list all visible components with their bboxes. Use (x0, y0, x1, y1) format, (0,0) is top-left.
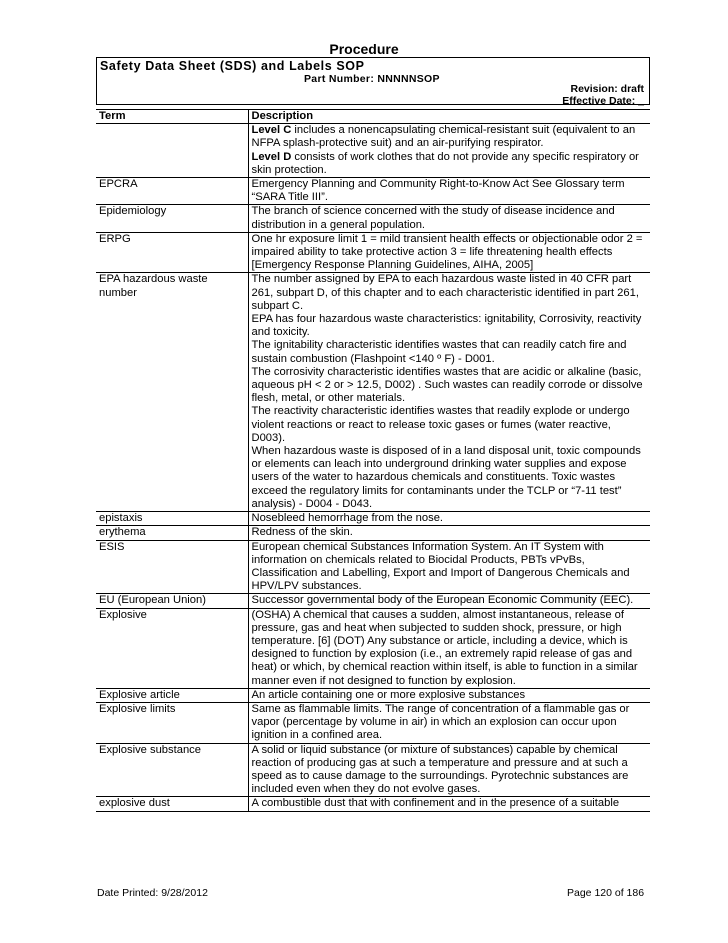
description-cell (248, 540, 650, 594)
description-paragraph (252, 609, 648, 688)
description-paragraph (252, 178, 648, 204)
table-header-row (96, 110, 650, 124)
description-cell (248, 594, 650, 608)
term-cell: erythema (96, 526, 248, 540)
description-cell (248, 688, 650, 702)
description-paragraph (252, 313, 648, 339)
column-header-term: Term (96, 110, 248, 124)
description-paragraph (252, 124, 648, 150)
description-text: (OSHA) A chemical that causes a sudden, almost instantaneous, release of pressure, gas and heat when subjected to sudden shock, pressure, or high temperature. [6] (DOT) Any substance or article, including a device, which is designed to function by explosion (i.e., an extremely rapid release of gas and heat) or which, by chemical reaction within itself, is able to function in a similar manner even if not designed to function by explosion. (251, 608, 638, 687)
term-cell: ERPG (96, 232, 248, 273)
column-header-description: Description (248, 110, 650, 124)
table-row (96, 205, 650, 232)
description-cell (248, 512, 650, 526)
description-paragraph (252, 689, 648, 702)
term-cell: EPA hazardous waste number (96, 273, 248, 512)
glossary-body (96, 124, 650, 811)
sop-title: Safety Data Sheet (SDS) and Labels SOP (100, 59, 365, 73)
glossary-table (96, 109, 650, 812)
description-paragraph (252, 512, 648, 525)
description-paragraph (252, 797, 648, 810)
description-paragraph (252, 541, 648, 594)
description-text: The corrosivity characteristic identifies wastes that are acidic or alkaline (basic, aqueous pH < 2 or > 12.5, D002) . Such wastes can readily corrode or dissolve flesh, metal, or other materials. (251, 365, 643, 405)
term-cell: EU (European Union) (96, 594, 248, 608)
table-row (96, 743, 650, 797)
description-cell (248, 526, 650, 540)
description-bold-lead: Level D (251, 150, 292, 163)
description-text: European chemical Substances Information System. An IT System with information on chemicals related to Biocidal Products, PBTs vPvBs, Classification and Labelling, Export and Import of Dangerous Chemicals and HPV/LPV substances. (251, 540, 630, 593)
description-paragraph (252, 273, 648, 313)
page-title: Procedure (329, 41, 399, 57)
description-cell (248, 205, 650, 232)
description-paragraph (252, 526, 648, 539)
description-text: The number assigned by EPA to each hazardous waste listed in 40 CFR part 261, subpart D, of this chapter and to each characteristic identified in part 261, subpart C. (251, 273, 639, 312)
description-paragraph (252, 151, 648, 177)
footer-page-number: Page 120 of 186 (567, 887, 645, 899)
term-cell: Explosive limits (96, 702, 248, 743)
term-cell: Epidemiology (96, 205, 248, 232)
term-cell: epistaxis (96, 512, 248, 526)
description-paragraph (252, 233, 648, 273)
description-text: The branch of science concerned with the study of disease incidence and distribution in a general population. (251, 205, 615, 231)
revision: Revision: draft (570, 83, 644, 95)
table-row (96, 702, 650, 743)
description-paragraph (252, 703, 648, 743)
description-text: Same as flammable limits. The range of concentration of a flammable gas or vapor (percentage by volume in air) in which an explosion can occur upon ignition in a confined area. (251, 702, 630, 742)
term-cell: ESIS (96, 540, 248, 594)
description-text: A solid or liquid substance (or mixture of substances) capable by chemical reaction of producing gas at such a temperature and pressure and at such a speed as to cause damage to the surroundings. Pyrotechnic substances are included even when they do not evolve gases. (251, 743, 629, 796)
description-text: The reactivity characteristic identifies wastes that readily explode or undergo violent reactions or react to release toxic gases or fumes (water reactive, D003). (251, 405, 630, 444)
table-row (96, 124, 650, 178)
description-text: Emergency Planning and Community Right-to-Know Act See Glossary term “SARA Title III”. (251, 178, 625, 204)
description-text: Nosebleed hemorrhage from the nose. (251, 512, 444, 525)
description-cell (248, 273, 650, 512)
footer-date-printed: Date Printed: 9/28/2012 (97, 887, 208, 899)
table-row (96, 608, 650, 688)
table-row (96, 540, 650, 594)
table-row (96, 512, 650, 526)
description-paragraph (252, 405, 648, 445)
term-cell: Explosive article (96, 688, 248, 702)
description-text: EPA has four hazardous waste characteristics: ignitability, Corrosivity, reactivity and toxicity. (251, 313, 642, 339)
table-row (96, 178, 650, 205)
description-paragraph (252, 744, 648, 797)
description-cell (248, 232, 650, 273)
description-text: Successor governmental body of the European Economic Community (EEC). (251, 594, 634, 607)
table-row (96, 688, 650, 702)
description-text: A combustible dust that with confinement and in the presence of a suitable (251, 797, 620, 810)
description-text: One hr exposure limit 1 = mild transient health effects or objectionable odor 2 = impaired ability to take protective action 3 = life threatening health effects [Emergency Response Planning Guidelines, AIHA, 2005] (251, 232, 643, 272)
document-header-box (96, 57, 650, 105)
description-text: When hazardous waste is disposed of in a land disposal unit, toxic compounds or elements can leach into underground drinking water supplies and expose users of the water to hazardous chemicals and constituents. Toxic wastes exceed the regulatory limits for contaminants under the TCLP or “7-11 test” analysis) - D004 - D043. (251, 445, 641, 510)
description-cell (248, 178, 650, 205)
effective-date: Effective Date: _ (562, 95, 644, 107)
description-text: includes a nonencapsulating chemical-resistant suit (equivalent to an NFPA splash-protective suit) and an air-purifying respirator. (251, 124, 636, 150)
table-row (96, 797, 650, 811)
description-bold-lead: Level C (251, 124, 292, 137)
term-cell: EPCRA (96, 178, 248, 205)
description-text: The ignitability characteristic identifies wastes that can readily catch fire and sustain combustion (Flashpoint <140 º F) - D001. (251, 339, 627, 365)
description-text: consists of work clothes that do not provide any specific respiratory or skin protection. (251, 150, 639, 176)
table-row (96, 526, 650, 540)
description-cell (248, 702, 650, 743)
term-cell: explosive dust (96, 797, 248, 811)
part-number: Part Number: NNNNNSOP (304, 73, 440, 85)
table-row (96, 273, 650, 512)
description-text: Redness of the skin. (251, 526, 353, 539)
term-cell (96, 124, 248, 178)
table-row (96, 232, 650, 273)
description-paragraph (252, 339, 648, 365)
description-cell (248, 608, 650, 688)
description-cell (248, 124, 650, 178)
description-paragraph (252, 445, 648, 511)
term-cell: Explosive substance (96, 743, 248, 797)
description-cell (248, 797, 650, 811)
table-row (96, 594, 650, 608)
description-cell (248, 743, 650, 797)
description-paragraph (252, 366, 648, 406)
description-paragraph (252, 594, 648, 607)
description-text: An article containing one or more explosive substances (251, 688, 526, 701)
description-paragraph (252, 205, 648, 231)
term-cell: Explosive (96, 608, 248, 688)
